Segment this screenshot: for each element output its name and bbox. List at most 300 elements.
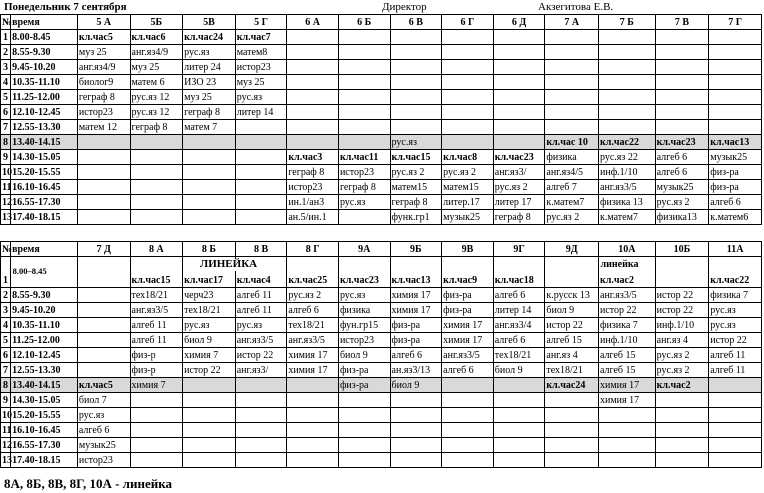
lesson-cell: кл.час6 xyxy=(130,30,183,45)
lesson-cell: тех18/21 xyxy=(287,318,339,333)
lesson-cell: истор 22 xyxy=(655,303,709,318)
lesson-cell xyxy=(709,393,762,408)
lesson-cell: инф.1/10 xyxy=(599,165,656,180)
bottom-col-header: 9Б xyxy=(390,242,442,257)
lesson-cell: рус.яз 22 xyxy=(599,150,656,165)
top-col-header: время xyxy=(11,15,78,30)
period-number: 12 xyxy=(2,196,12,208)
lesson-cell xyxy=(183,150,236,165)
lesson-cell: кл.час23 xyxy=(338,257,390,288)
lesson-cell: кл.час24 xyxy=(183,30,236,45)
lesson-cell: биол 9 xyxy=(545,303,599,318)
period-number: 9 xyxy=(1,150,11,165)
lesson-cell: анг.яз 4 xyxy=(545,348,599,363)
lesson-cell xyxy=(130,393,183,408)
lesson-cell: матем 6 xyxy=(130,75,183,90)
lesson-cell xyxy=(709,105,762,120)
lesson-cell xyxy=(655,423,709,438)
lesson-cell xyxy=(183,210,236,225)
lesson-cell: кл.час5 xyxy=(77,378,130,393)
lesson-cell: геграф 8 xyxy=(287,165,339,180)
lesson-cell: литер 17 xyxy=(493,195,545,210)
lesson-cell xyxy=(545,120,599,135)
top-col-header: 5В xyxy=(183,15,236,30)
lesson-cell: тех18/21 xyxy=(130,288,183,303)
lesson-cell xyxy=(130,150,183,165)
period-time: 16.55-17.30 xyxy=(11,195,78,210)
lesson-cell: анг.яз4/5 xyxy=(545,165,599,180)
period-number: 11 xyxy=(2,181,12,193)
lesson-cell: биол 9 xyxy=(338,348,390,363)
lesson-cell xyxy=(130,195,183,210)
lesson-cell: кл.час8 xyxy=(442,150,494,165)
lesson-cell: геграф 8 xyxy=(493,210,545,225)
period-number: 7 xyxy=(1,363,11,378)
lesson-cell: анг.яз 4 xyxy=(655,333,709,348)
lesson-cell: истор23 xyxy=(235,60,287,75)
bottom-row xyxy=(1,438,762,453)
lesson-cell: к.матем6 xyxy=(709,210,762,225)
lesson-cell: рус.яз xyxy=(390,135,442,150)
bottom-col-header: 10А xyxy=(599,242,656,257)
lesson-cell: физика 7 xyxy=(599,318,656,333)
period-number: 3 xyxy=(1,60,11,75)
lesson-cell: кл.час23 xyxy=(493,150,545,165)
lesson-cell: алгеб 11 xyxy=(130,333,183,348)
top-col-header: № xyxy=(2,16,13,28)
lesson-cell xyxy=(77,195,130,210)
period-time: 12.10-12.45 xyxy=(11,105,78,120)
lesson-cell xyxy=(183,165,236,180)
lesson-cell xyxy=(287,438,339,453)
lesson-cell: функ.гр1 xyxy=(390,210,442,225)
director-name: Акзегитова Е.В. xyxy=(538,1,614,13)
lesson-cell xyxy=(493,438,545,453)
lesson-cell xyxy=(77,180,130,195)
lesson-cell: матем8 xyxy=(235,45,287,60)
lesson-cell xyxy=(493,408,545,423)
bottom-col-header: 8 А xyxy=(130,242,183,257)
lesson-cell: истор 22 xyxy=(183,363,236,378)
top-col-header: 6 В xyxy=(390,15,442,30)
lesson-cell xyxy=(235,210,287,225)
bottom-col-header: 8 Б xyxy=(183,242,236,257)
top-col-header: 5Б xyxy=(130,15,183,30)
lesson-cell: физика xyxy=(338,303,390,318)
lesson-cell: матем15 xyxy=(390,180,442,195)
lesson-cell: ан.5/ин.1 xyxy=(287,210,339,225)
lesson-cell xyxy=(130,423,183,438)
lesson-cell xyxy=(77,333,130,348)
lesson-cell xyxy=(655,45,709,60)
lesson-cell: литер 14 xyxy=(235,105,287,120)
lesson-cell xyxy=(77,150,130,165)
lesson-cell: кл.час23 xyxy=(655,135,709,150)
lesson-cell: анг.яз3/5 xyxy=(130,303,183,318)
lesson-cell: рус.яз xyxy=(709,303,762,318)
lesson-cell xyxy=(599,75,656,90)
lesson-cell: физ-ра xyxy=(338,378,390,393)
lesson-cell: геграф 8 xyxy=(390,195,442,210)
period-number: 1 xyxy=(1,30,11,45)
bottom-col-header: время xyxy=(11,242,78,257)
lesson-cell xyxy=(338,120,390,135)
lesson-cell xyxy=(390,120,442,135)
lesson-cell xyxy=(338,135,390,150)
period-number: 6 xyxy=(1,348,11,363)
lesson-cell xyxy=(545,393,599,408)
lesson-cell xyxy=(709,453,762,468)
lesson-cell: рус.яз xyxy=(709,318,762,333)
lesson-cell: анг.яз3/4 xyxy=(493,318,545,333)
period-number: 2 xyxy=(1,45,11,60)
lesson-cell: инф.1/10 xyxy=(655,318,709,333)
lesson-cell: черч23 xyxy=(183,288,236,303)
top-col-header: 6 Д xyxy=(493,15,545,30)
lesson-cell: истор 22 xyxy=(599,303,656,318)
period-number: 9 xyxy=(1,393,11,408)
lesson-cell xyxy=(599,105,656,120)
top-col-header: 5 А xyxy=(77,15,130,30)
period-time: 16.55-17.30 xyxy=(11,438,78,453)
lesson-cell: литер 14 xyxy=(493,303,545,318)
lesson-cell: геграф 8 xyxy=(183,105,236,120)
lesson-cell xyxy=(390,90,442,105)
lesson-cell: анг.яз3/5 xyxy=(235,333,287,348)
lesson-cell xyxy=(493,135,545,150)
lesson-cell xyxy=(183,393,236,408)
period-time: 15.20-15.55 xyxy=(11,408,78,423)
lesson-cell: анг.яз3/ xyxy=(493,165,545,180)
lesson-cell: физ-ра xyxy=(442,288,494,303)
lesson-cell: рус.яз 12 xyxy=(130,105,183,120)
lesson-cell: матем 7 xyxy=(183,120,236,135)
bottom-col-header: 8 В xyxy=(235,242,287,257)
lesson-cell xyxy=(235,180,287,195)
period-time: 10.35-11.10 xyxy=(11,318,78,333)
period-number: 6 xyxy=(1,105,11,120)
bottom-header-row xyxy=(1,242,762,257)
lesson-cell: алгеб 15 xyxy=(545,333,599,348)
period-time: 14.30-15.05 xyxy=(11,393,78,408)
lesson-cell: алгеб 6 xyxy=(493,333,545,348)
bottom-col-header: 9Д xyxy=(545,242,599,257)
period-number: 3 xyxy=(1,303,11,318)
period-number: 8 xyxy=(1,135,11,150)
lesson-cell xyxy=(183,180,236,195)
lesson-cell: кл.час 10 xyxy=(545,135,599,150)
lesson-cell xyxy=(442,408,494,423)
top-col-header: 7 В xyxy=(655,15,709,30)
lesson-cell: рус.яз 12 xyxy=(130,90,183,105)
lesson-cell xyxy=(655,453,709,468)
lesson-cell: алгеб 11 xyxy=(709,363,762,378)
lesson-cell: химия 17 xyxy=(390,288,442,303)
period-time: 8.55-9.30 xyxy=(11,288,78,303)
lesson-cell: рус.яз xyxy=(77,408,130,423)
lesson-cell: истор 22 xyxy=(709,333,762,348)
period-time: 10.35-11.10 xyxy=(11,75,78,90)
lesson-cell xyxy=(493,60,545,75)
lesson-cell xyxy=(338,45,390,60)
lesson-cell xyxy=(709,378,762,393)
lesson-cell xyxy=(493,453,545,468)
lesson-cell xyxy=(183,195,236,210)
lineika-label: ЛИНЕЙКА xyxy=(200,257,258,270)
lesson-cell xyxy=(442,105,494,120)
lesson-cell: биол 9 xyxy=(183,333,236,348)
lesson-cell xyxy=(493,378,545,393)
bottom-row xyxy=(1,378,762,393)
bottom-col-header: № xyxy=(2,243,13,255)
lesson-cell xyxy=(655,75,709,90)
lesson-cell xyxy=(390,408,442,423)
lesson-cell xyxy=(235,438,287,453)
lesson-cell xyxy=(442,75,494,90)
lesson-cell xyxy=(130,165,183,180)
lesson-cell xyxy=(287,105,339,120)
lesson-cell xyxy=(442,453,494,468)
lesson-cell xyxy=(493,105,545,120)
lesson-cell: физика13 xyxy=(655,210,709,225)
lesson-cell xyxy=(655,393,709,408)
lesson-cell: алгеб 6 xyxy=(442,363,494,378)
lesson-cell xyxy=(183,408,236,423)
lesson-cell xyxy=(183,135,236,150)
lesson-cell: истор23 xyxy=(287,180,339,195)
lesson-cell xyxy=(655,438,709,453)
lesson-cell xyxy=(545,75,599,90)
lesson-cell: алгеб 11 xyxy=(709,348,762,363)
top-row xyxy=(1,45,762,60)
top-row xyxy=(1,90,762,105)
lesson-cell xyxy=(442,120,494,135)
lesson-cell: кл.час5 xyxy=(77,30,130,45)
lesson-cell xyxy=(390,45,442,60)
top-row xyxy=(1,30,762,45)
lesson-cell xyxy=(235,408,287,423)
lesson-cell xyxy=(545,438,599,453)
lesson-cell: рус.яз xyxy=(338,195,390,210)
lesson-cell: химия 17 xyxy=(442,333,494,348)
lesson-cell: литер 24 xyxy=(183,60,236,75)
bottom-row xyxy=(1,453,762,468)
bottom-col-header: 11А xyxy=(709,242,762,257)
lesson-cell xyxy=(545,90,599,105)
lesson-cell: биолог9 xyxy=(77,75,130,90)
lesson-cell xyxy=(545,45,599,60)
lesson-cell xyxy=(130,453,183,468)
lesson-cell: кл.час11 xyxy=(338,150,390,165)
lesson-cell xyxy=(599,120,656,135)
lesson-cell: кл.час24 xyxy=(545,378,599,393)
lesson-cell: геграф 8 xyxy=(130,120,183,135)
lesson-cell xyxy=(390,30,442,45)
lesson-cell xyxy=(287,453,339,468)
period-time: 17.40-18.15 xyxy=(11,210,78,225)
lesson-cell: кл.час22 xyxy=(599,135,656,150)
top-row xyxy=(1,75,762,90)
lesson-cell: алгеб 6 xyxy=(655,150,709,165)
bottom-row xyxy=(1,348,762,363)
lesson-cell xyxy=(442,30,494,45)
bottom-col-header: 9Г xyxy=(493,242,545,257)
period-number: 5 xyxy=(1,90,11,105)
lesson-cell: рус.яз 2 xyxy=(390,165,442,180)
period-number: 10 xyxy=(2,409,12,421)
lesson-cell xyxy=(235,195,287,210)
lesson-cell xyxy=(338,75,390,90)
lesson-cell: алгеб 6 xyxy=(493,288,545,303)
lesson-cell xyxy=(709,60,762,75)
lesson-cell xyxy=(493,90,545,105)
lesson-cell xyxy=(338,105,390,120)
lesson-cell xyxy=(130,408,183,423)
period-number: 4 xyxy=(1,75,11,90)
top-row xyxy=(1,195,762,210)
lesson-cell: алгеб 7 xyxy=(545,180,599,195)
lesson-cell xyxy=(390,438,442,453)
lesson-cell xyxy=(183,438,236,453)
period-number: 2 xyxy=(1,288,11,303)
page-title: Понедельник 7 сентября xyxy=(4,1,127,13)
lesson-cell xyxy=(338,453,390,468)
lesson-cell: химия 17 xyxy=(599,378,656,393)
lesson-cell xyxy=(709,45,762,60)
lesson-cell xyxy=(287,30,339,45)
lesson-cell: к.матем7 xyxy=(599,210,656,225)
period-time: 15.20-15.55 xyxy=(11,165,78,180)
period-number: 12 xyxy=(2,439,12,451)
lesson-cell xyxy=(235,378,287,393)
lesson-cell: анг.яз4/9 xyxy=(130,45,183,60)
lesson-cell: рус.яз 2 xyxy=(655,195,709,210)
period-time: 16.10-16.45 xyxy=(11,423,78,438)
lesson-cell xyxy=(235,165,287,180)
period-time: 17.40-18.15 xyxy=(11,453,78,468)
lesson-cell xyxy=(287,120,339,135)
period-number: 5 xyxy=(1,333,11,348)
lesson-cell xyxy=(130,180,183,195)
lesson-cell xyxy=(599,453,656,468)
lesson-cell xyxy=(493,393,545,408)
bottom-row xyxy=(1,408,762,423)
period-number: 13 xyxy=(2,211,12,223)
lesson-cell: рус.яз 2 xyxy=(655,348,709,363)
lesson-cell: алгеб 15 xyxy=(599,348,656,363)
lesson-cell: тех18/21 xyxy=(545,363,599,378)
lesson-cell: физика xyxy=(545,150,599,165)
lesson-cell: физ-ра xyxy=(390,318,442,333)
period-time: 12.10-12.45 xyxy=(11,348,78,363)
top-col-header: 6 Б xyxy=(338,15,390,30)
lesson-cell: литер.17 xyxy=(442,195,494,210)
lesson-cell xyxy=(709,75,762,90)
top-col-header: 7 Г xyxy=(709,15,762,30)
lesson-cell: ИЗО 23 xyxy=(183,75,236,90)
lesson-cell xyxy=(442,438,494,453)
lesson-cell xyxy=(130,210,183,225)
footer-note: 8А, 8Б, 8В, 8Г, 10А - линейка xyxy=(4,476,173,491)
lesson-cell: кл.час7 xyxy=(235,30,287,45)
top-row xyxy=(1,180,762,195)
lesson-cell xyxy=(235,393,287,408)
lesson-cell xyxy=(599,45,656,60)
period-time: 8.00-8.45 xyxy=(11,30,78,45)
top-row xyxy=(1,150,762,165)
schedule-table-top xyxy=(0,14,762,225)
period-time: 11.25-12.00 xyxy=(11,333,78,348)
lesson-cell: рус.яз xyxy=(235,318,287,333)
lesson-cell: музык25 xyxy=(709,150,762,165)
lesson-cell: музык25 xyxy=(442,210,494,225)
lesson-cell xyxy=(287,393,339,408)
lesson-cell: физ-р xyxy=(130,363,183,378)
lesson-cell: алгеб 6 xyxy=(77,423,130,438)
lesson-cell xyxy=(442,60,494,75)
director-label: Директор xyxy=(382,1,427,13)
lesson-cell xyxy=(77,210,130,225)
lesson-cell: истор 22 xyxy=(655,288,709,303)
period-time-row1: 8.00–8.45 xyxy=(12,265,47,276)
top-header-row xyxy=(1,15,762,30)
lesson-cell xyxy=(599,408,656,423)
lesson-cell xyxy=(338,60,390,75)
lesson-cell xyxy=(709,120,762,135)
lesson-cell: кл.час4 xyxy=(235,257,287,288)
lesson-cell: кл.час13 xyxy=(390,257,442,288)
top-row xyxy=(1,135,762,150)
lesson-cell: геграф 8 xyxy=(77,90,130,105)
lesson-cell: музык25 xyxy=(77,438,130,453)
lesson-cell: истор23 xyxy=(338,333,390,348)
lesson-cell xyxy=(130,438,183,453)
period-time: 13.40-14.15 xyxy=(11,135,78,150)
top-col-header: 7 А xyxy=(545,15,599,30)
lesson-cell xyxy=(442,45,494,60)
lesson-cell: физика 13 xyxy=(599,195,656,210)
lesson-cell: кл.час9 xyxy=(442,257,494,288)
lesson-cell xyxy=(709,408,762,423)
lesson-cell: алгеб 6 xyxy=(655,165,709,180)
lesson-cell xyxy=(442,90,494,105)
lesson-cell: химия 17 xyxy=(599,393,656,408)
lesson-cell xyxy=(709,438,762,453)
lesson-cell xyxy=(655,408,709,423)
top-row xyxy=(1,165,762,180)
lesson-cell: физ-ра xyxy=(709,180,762,195)
period-number: 1 xyxy=(1,257,11,288)
bottom-row xyxy=(1,257,762,288)
top-row xyxy=(1,105,762,120)
lesson-cell xyxy=(287,423,339,438)
lesson-cell: истор 22 xyxy=(235,348,287,363)
bottom-row xyxy=(1,393,762,408)
lesson-cell xyxy=(599,423,656,438)
lesson-cell xyxy=(390,105,442,120)
lesson-cell xyxy=(545,453,599,468)
period-time: 12.55-13.30 xyxy=(11,120,78,135)
lesson-cell: тех18/21 xyxy=(183,303,236,318)
lesson-cell: рус.яз 2 xyxy=(442,165,494,180)
lesson-cell xyxy=(235,423,287,438)
lesson-cell xyxy=(655,30,709,45)
lesson-cell xyxy=(493,30,545,45)
lesson-cell xyxy=(545,60,599,75)
lesson-cell xyxy=(545,423,599,438)
lesson-cell xyxy=(287,135,339,150)
top-row xyxy=(1,120,762,135)
